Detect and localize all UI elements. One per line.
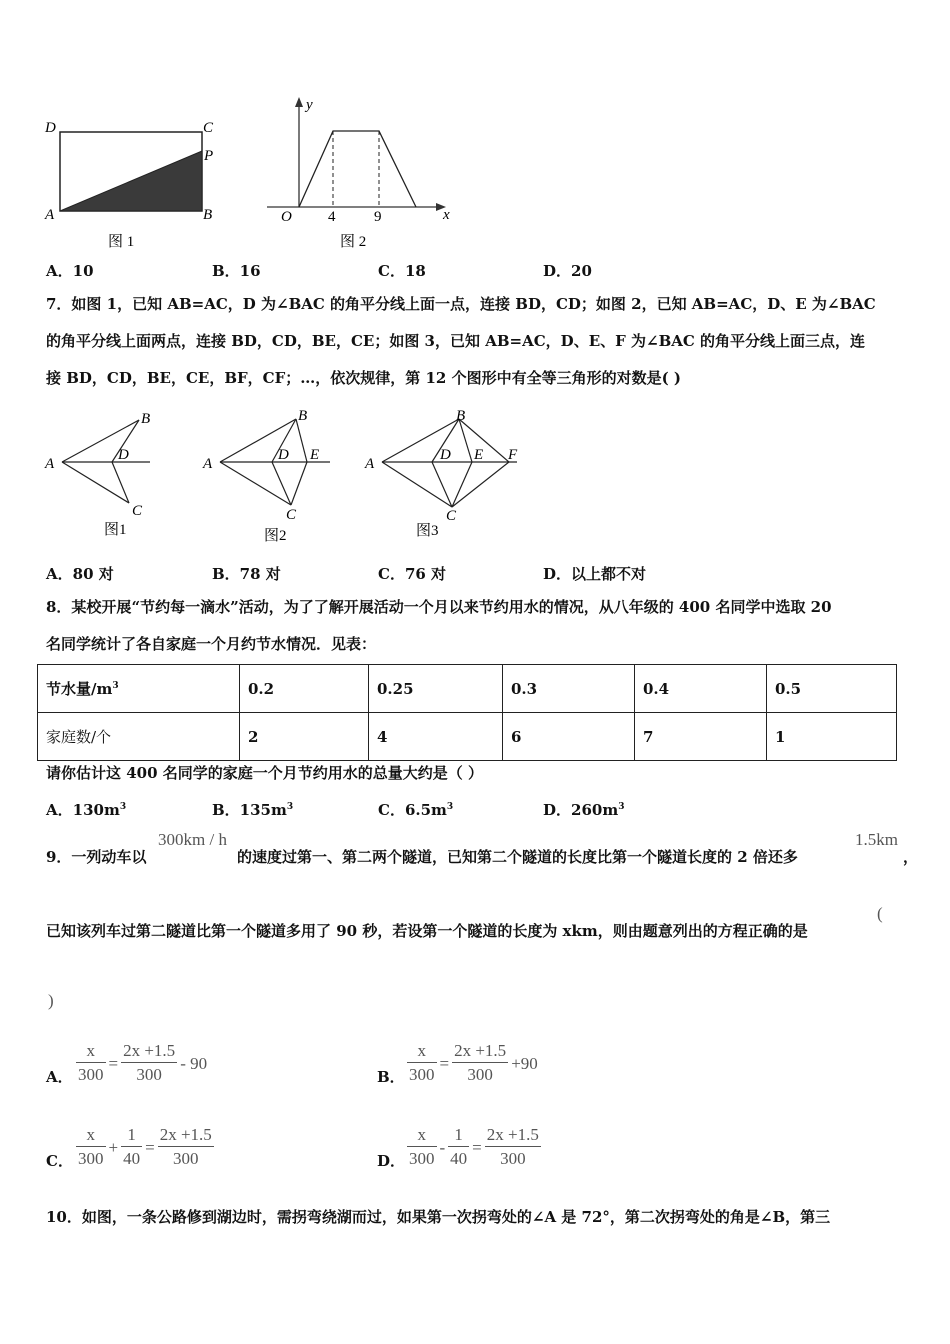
table-cell: 4 bbox=[369, 713, 503, 761]
table-cell: 7 bbox=[635, 713, 767, 761]
tick-4: 4 bbox=[328, 209, 336, 225]
table-cell: 0.25 bbox=[369, 665, 503, 713]
q7-fig2-caption: 图2 bbox=[264, 528, 287, 544]
q7-option-a[interactable]: A．80 对 bbox=[46, 565, 114, 583]
svg-text:A: A bbox=[203, 456, 213, 472]
table-cell: 0.4 bbox=[635, 665, 767, 713]
svg-text:B: B bbox=[141, 411, 151, 427]
q8-option-a[interactable]: A．$130m^3$ bbox=[46, 801, 127, 819]
label-d: D bbox=[45, 120, 56, 136]
svg-text:B: B bbox=[456, 408, 466, 424]
table-cell: 1 bbox=[767, 713, 897, 761]
origin-label: O bbox=[281, 209, 292, 225]
label-a: A bbox=[45, 207, 55, 223]
q6-option-c[interactable]: C．18 bbox=[378, 262, 426, 280]
q6-option-d[interactable]: D．20 bbox=[543, 262, 592, 280]
q8-line-2: 名同学统计了各自家庭一个月约节水情况．见表： bbox=[46, 635, 377, 653]
svg-text:B: B bbox=[298, 408, 308, 424]
q6-figure-2 bbox=[262, 95, 462, 252]
q7-line-2: 的角平分线上面两点，连接 BD，CD，BE，CE；如图 3，已知 AB=AC，D、E、F 为∠BAC 的角平分线上面三点，连 bbox=[46, 332, 866, 350]
svg-text:D: D bbox=[278, 447, 289, 463]
q7-option-d[interactable]: D．以上都不对 bbox=[543, 565, 647, 583]
q9-part-2: 的速度过第一、第二两个隧道，已知第二个隧道的长度比第一个隧道长度的 2 倍还多 bbox=[237, 848, 798, 866]
q9-part-1: 9．一列动车以 bbox=[46, 848, 147, 866]
q9-extra: 1.5km bbox=[855, 830, 898, 849]
axis-y-label: y bbox=[306, 97, 313, 113]
table-cell: 0.3 bbox=[503, 665, 635, 713]
svg-text:C: C bbox=[446, 508, 457, 524]
svg-text:E: E bbox=[474, 447, 484, 463]
q8-option-b[interactable]: B．$135m^3$ bbox=[212, 801, 294, 819]
q9-speed: 300km / h bbox=[158, 830, 227, 849]
svg-text:D: D bbox=[118, 447, 129, 463]
q8-question: 请你估计这 400 名同学的家庭一个月节约用水的总量大约是（ ） bbox=[46, 764, 483, 782]
q10-line-1: 10．如图，一条公路修到湖边时，需拐弯绕湖而过，如果第一次拐弯处的∠A 是 72°，第二次拐弯处的角是∠B，第三 bbox=[46, 1208, 831, 1226]
q9-comma: ， bbox=[903, 848, 919, 866]
label-p: P bbox=[204, 148, 214, 164]
q8-line-1: 8．某校开展“节约每一滴水”活动，为了了解开展活动一个月以来节约用水的情况，从八年级的 400 名同学中选取 20 bbox=[46, 598, 832, 616]
label-b: B bbox=[203, 207, 213, 223]
table-header-cell: 节水量$/m^3$ bbox=[38, 665, 240, 713]
tick-9: 9 bbox=[374, 209, 382, 225]
svg-text:D: D bbox=[440, 447, 451, 463]
table-cell: 0.2 bbox=[240, 665, 369, 713]
fig2-caption: 图 2 bbox=[340, 234, 367, 250]
q7-figure-3 bbox=[362, 405, 527, 545]
svg-text:E: E bbox=[310, 447, 320, 463]
y-arrow-icon bbox=[295, 97, 303, 107]
q7-line-1: 7．如图 1，已知 AB=AC，D 为∠BAC 的角平分线上面一点，连接 BD，CD；如图 2，已知 AB=AC，D、E 为∠BAC bbox=[46, 295, 876, 313]
q7-line-3: 接 BD，CD，BE，CE，BF，CF；…，依次规律，第 12 个图形中有全等三角形的对数是( ) bbox=[46, 369, 681, 387]
q7-option-c[interactable]: C．76 对 bbox=[378, 565, 447, 583]
q9-open-paren: ( bbox=[877, 904, 883, 923]
q7-option-b[interactable]: B．78 对 bbox=[212, 565, 281, 583]
q6-figure-1 bbox=[40, 112, 230, 252]
graph-line bbox=[299, 131, 416, 207]
axis-x-label: x bbox=[443, 207, 450, 223]
table-cell: 0.5 bbox=[767, 665, 897, 713]
shaded-triangle bbox=[60, 151, 202, 211]
q7-figure-2 bbox=[200, 405, 340, 545]
svg-text:A: A bbox=[365, 456, 375, 472]
table-row bbox=[38, 665, 897, 713]
table-cell: 6 bbox=[503, 713, 635, 761]
fig1-caption: 图 1 bbox=[108, 234, 135, 250]
svg-text:A: A bbox=[45, 456, 55, 472]
q9-line-2: 已知该列车过第二隧道比第一个隧道多用了 90 秒，若设第一个隧道的长度为 xkm，则由题意列出的方程正确的是 bbox=[46, 922, 808, 940]
svg-text:F: F bbox=[508, 447, 518, 463]
q6-option-a[interactable]: A．10 bbox=[46, 262, 94, 280]
q8-option-d[interactable]: D．$260m^3$ bbox=[543, 801, 625, 819]
q7-fig1-caption: 图1 bbox=[104, 522, 127, 538]
q6-option-b[interactable]: B．16 bbox=[212, 262, 261, 280]
svg-text:C: C bbox=[286, 507, 297, 523]
table-cell: 2 bbox=[240, 713, 369, 761]
svg-text:C: C bbox=[132, 503, 143, 519]
q7-fig3-caption: 图3 bbox=[416, 523, 439, 539]
table-row bbox=[38, 713, 897, 761]
q7-figure-1 bbox=[42, 405, 162, 540]
q9-close-paren: ) bbox=[48, 991, 54, 1010]
q8-option-c[interactable]: C．$6.5m^3$ bbox=[378, 801, 454, 819]
water-saving-table bbox=[37, 664, 897, 761]
label-c: C bbox=[203, 120, 214, 136]
table-header-cell: 家庭数/个 bbox=[38, 713, 240, 761]
